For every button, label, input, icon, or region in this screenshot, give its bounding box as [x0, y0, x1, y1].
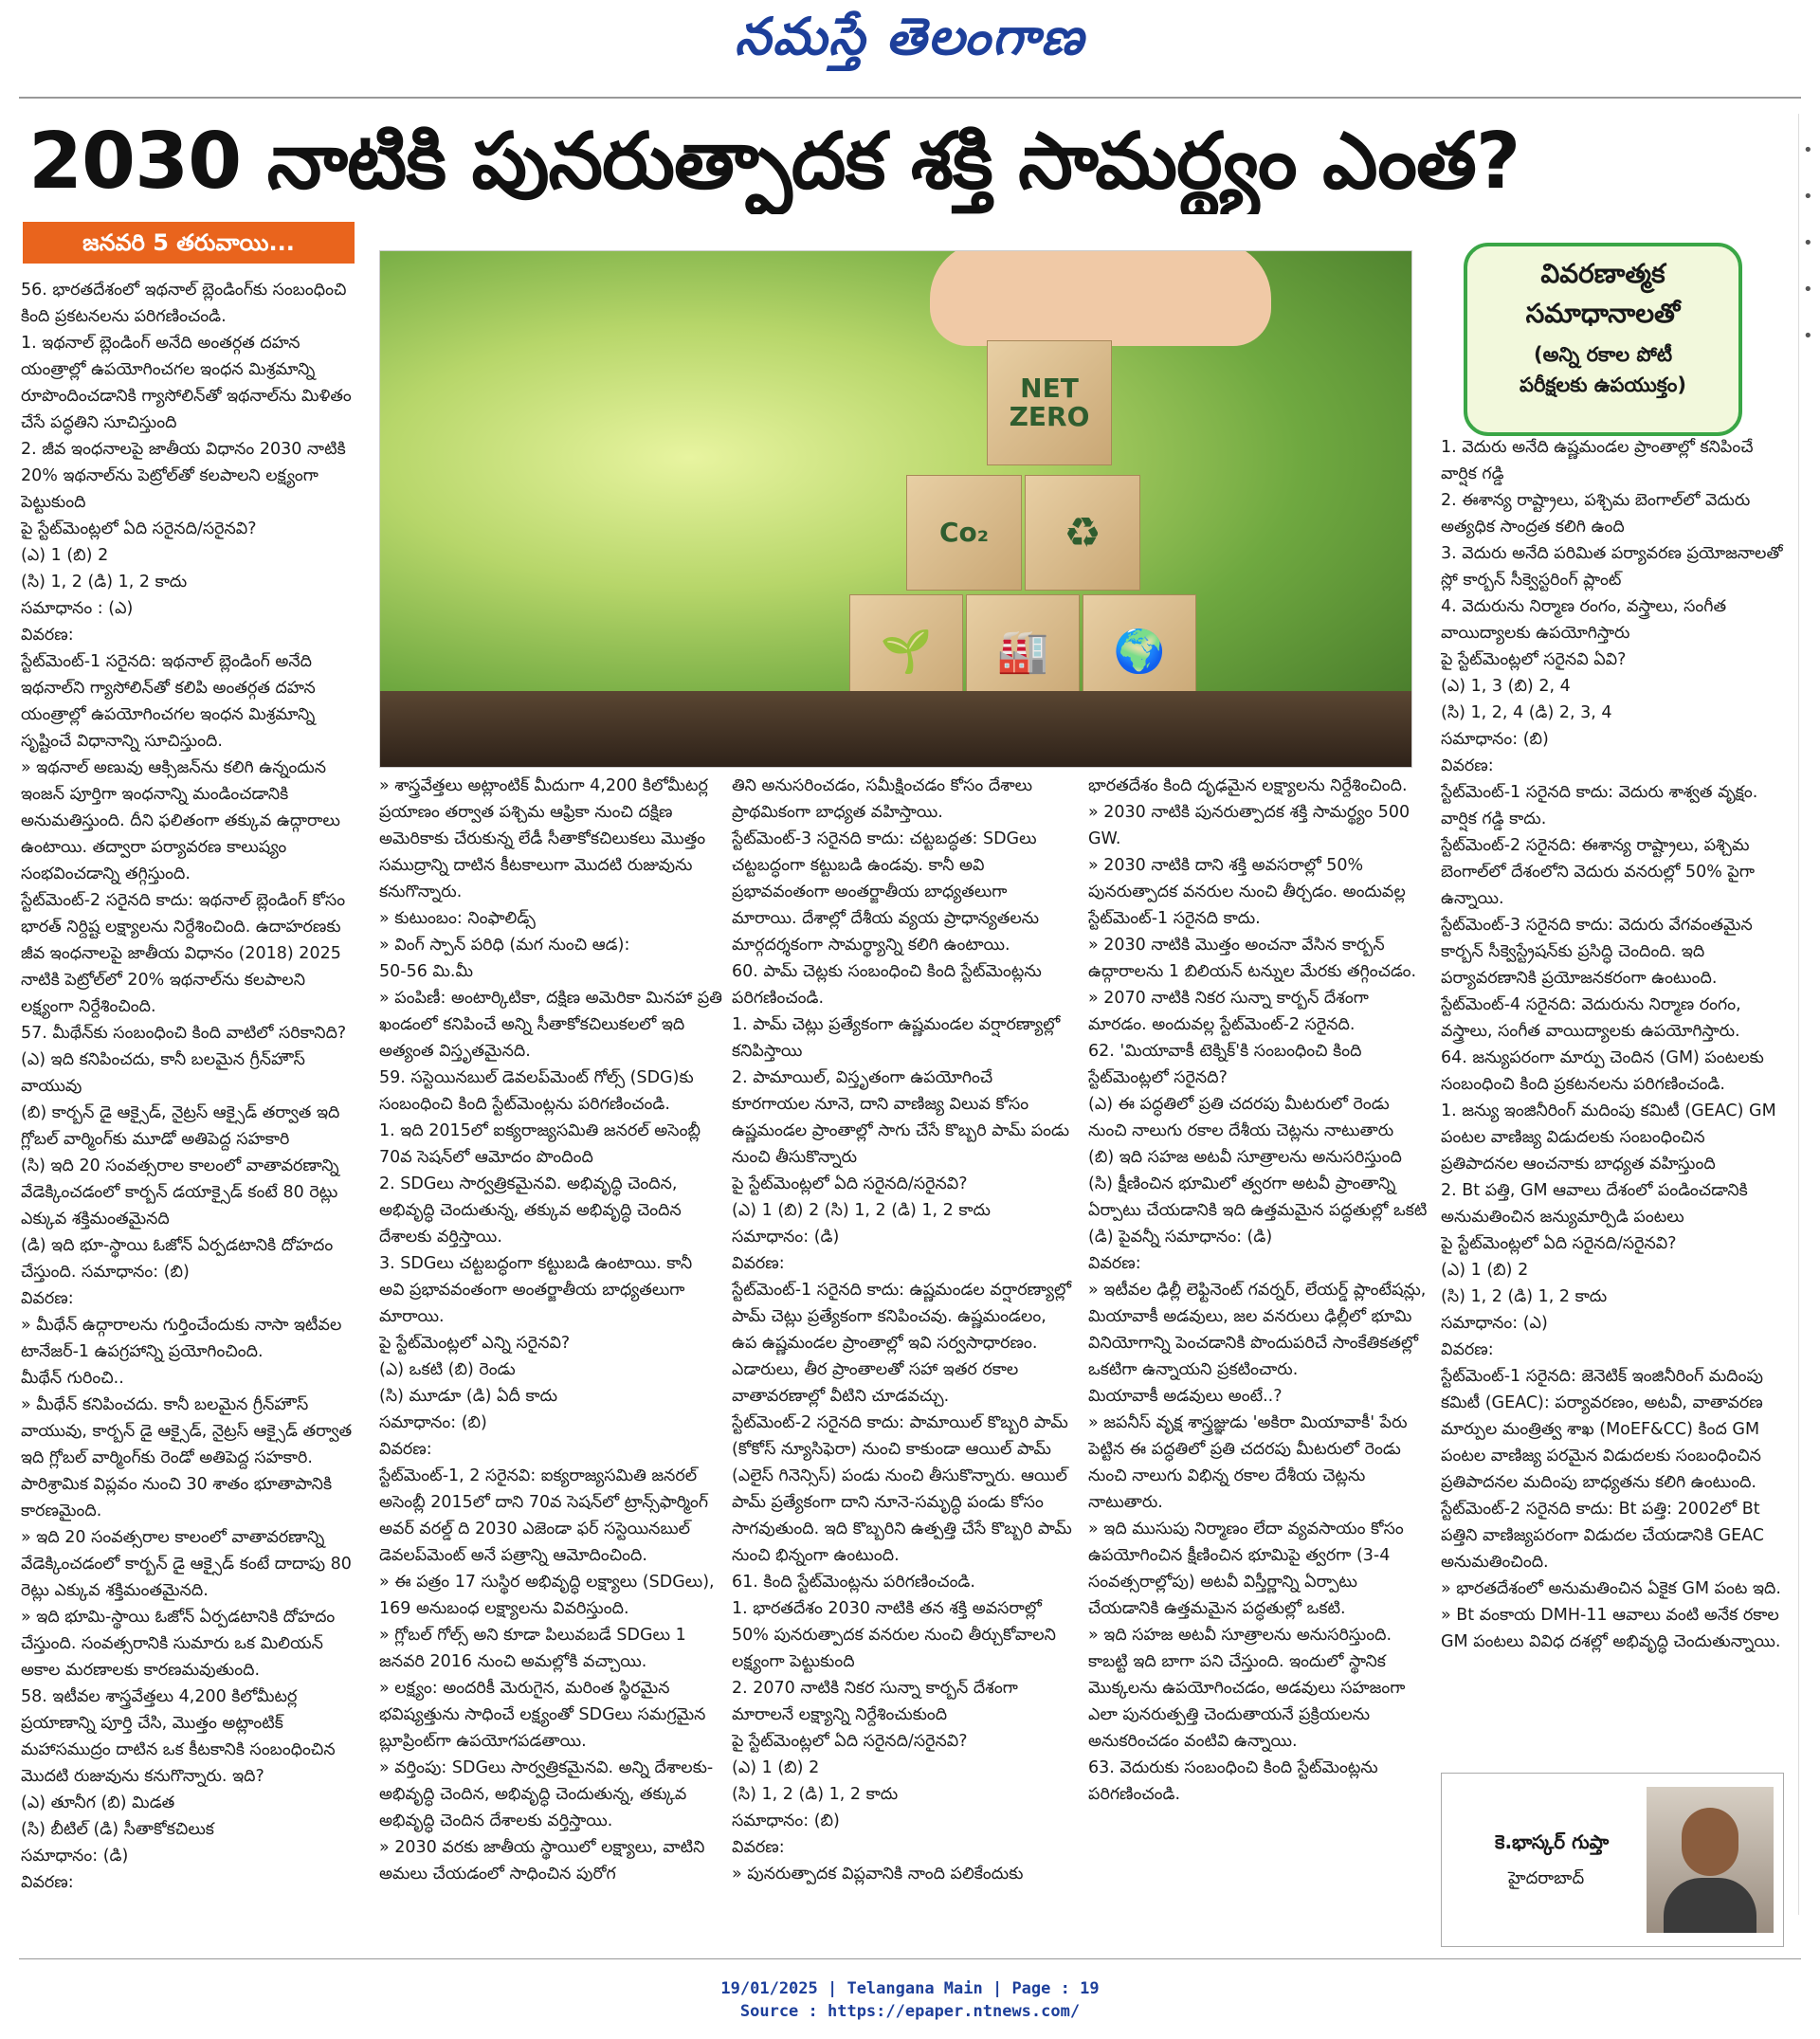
hand-shape [930, 250, 1271, 346]
margin-bullet-icon: • [1803, 140, 1813, 160]
article-column-2: » శాస్త్రవేత్తలు అట్లాంటిక్ మీదుగా 4,200 కిలోమీటర్ల ప్రయాణం తర్వాత పశ్చిమ ఆఫ్రికా నుంచి దక్షిణ అమెరికాకు చేరుకున్న లేడీ సీతాకోకచిలుకలు మొత్తం సముద్రాన్ని దాటిన కీటకాలుగా మొదటి రుజువును కనుగొన్నారు. » కుటుంబం: నింఫాలిడ్స్ » వింగ్ స్పాన్ పరిధి (మగ నుంచి ఆడ): 50-56 మి.మీ » పంపిణీ: అంటార్కిటికా, దక్షిణ అమెరికా మినహా ప్రతి ఖండంలో కనిపించే అన్ని సీతాకోకచిలుకలలో ఇది అత్యంత విస్తృతమైనది. 59. సస్టెయినబుల్ డెవలప్‌మెంట్ గోల్స్ (SDG)కు సంబంధించి కింది స్టేట్‌మెంట్లను పరిగణించండి. 1. ఇది 2015లో ఐక్యరాజ్యసమితి జనరల్ అసెంబ్లీ 70వ సెషన్‌లో ఆమోదం పొందింది 2. SDGలు సార్వత్రికమైనవి. అభివృద్ధి చెందిన, అభివృద్ధి చెందుతున్న, తక్కువ అభివృద్ధి చెందిన దేశాలకు వర్తిస్తాయి. 3. SDGలు చట్టబద్ధంగా కట్టుబడి ఉంటాయి. కానీ అవి ప్రభావవంతంగా అంతర్జాతీయ బాధ్యతలుగా మారాయి. పై స్టేట్‌మెంట్లలో ఎన్ని సరైనవి? (ఎ) ఒకటి (బి) రెండు (సి) మూడూ (డి) ఏదీ కాదు సమాధానం: (బి) వివరణ: స్టేట్‌మెంట్-1, 2 సరైనవి: ఐక్యరాజ్యసమితి జనరల్ అసెంబ్లీ 2015లో దాని 70వ సెషన్‌లో ట్రాన్స్‌ఫార్మింగ్ అవర్ వరల్డ్ ది 2030 ఎజెండా ఫర్ సస్టెయినబుల్ డెవలప్‌మెంట్ అనే పత్రాన్ని ఆమోదించింది. » ఈ పత్రం 17 సుస్థిర అభివృద్ధి లక్ష్యాలు (SDGలు), 169 అనుబంధ లక్ష్యాలను వివరిస్తుంది. » గ్లోబల్ గోల్స్ అని కూడా పిలువబడే SDGలు 1 జనవరి 2016 నుంచి అమల్లోకి వచ్చాయి. » లక్ష్యం: అందరికీ మెరుగైన, మరింత స్థిరమైన భవిష్యత్తును సాధించే లక్ష్యంతో SDGలు సమగ్రమైన బ్లూప్రింట్‌గా ఉపయోగపడతాయి. » వర్తింపు: SDGలు సార్వత్రికమైనవి. అన్ని దేశాలకు-అభివృద్ధి చెందిన, అభివృద్ధి చెందుతున్న, తక్కువ అభివృద్ధి చెందిన దేశాలకు వర్తిస్తాయి. » 2030 వరకు జాతీయ స్థాయిలో లక్ష్యాలు, వాటిని అమలు చేయడంలో సాధించిన పురోగ [379, 776, 722, 1884]
masthead [0, 6, 1820, 80]
footer-page-info: 19/01/2025 | Telangana Main | Page : 19 [720, 1979, 1100, 1998]
promo-box [1464, 243, 1742, 436]
article-column-5: 1. వెదురు అనేది ఉష్ణమండల ప్రాంతాల్లో కనిపించే వార్షిక గడ్డి 2. ఈశాన్య రాష్ట్రాలు, పశ్చిమ బెంగాల్‌లో వెదురు అత్యధిక సాంద్రత కలిగి ఉంది 3. వెదురు అనేది పరిమిత పర్యావరణ ప్రయోజనాలతో స్లో కార్బన్ సీక్వెస్టరింగ్ ప్లాంట్ 4. వెదురును నిర్మాణ రంగం, వస్త్రాలు, సంగీత వాయిద్యాలకు ఉపయోగిస్తారు పై స్టేట్‌మెంట్లలో సరైనవి ఏవి? (ఎ) 1, 3 (బి) 2, 4 (సి) 1, 2, 4 (డి) 2, 3, 4 సమాధానం: (బి) వివరణ: స్టేట్‌మెంట్-1 సరైనది కాదు: వెదురు శాశ్వత వృక్షం. వార్షిక గడ్డి కాదు. స్టేట్‌మెంట్-2 సరైనది: ఈశాన్య రాష్ట్రాలు, పశ్చిమ బెంగాల్‌లో దేశంలోని వెదురు వనరుల్లో 50% పైగా ఉన్నాయి. స్టేట్‌మెంట్-3 సరైనది కాదు: వెదురు వేగవంతమైన కార్బన్ సీక్వెస్ట్రేషన్‌కు ప్రసిద్ధి చెందింది. ఇది పర్యావరణానికి ప్రయోజనకరంగా ఉంటుంది. స్టేట్‌మెంట్-4 సరైనది: వెదురును నిర్మాణ రంగం, వస్త్రాలు, సంగీత వాయిద్యాలకు ఉపయోగిస్తారు. 64. జన్యుపరంగా మార్పు చెందిన (GM) పంటలకు సంబంధించి కింది ప్రకటనలను పరిగణించండి. 1. జన్యు ఇంజినీరింగ్ మదింపు కమిటీ (GEAC) GM పంటల వాణిజ్య విడుదలకు సంబంధించిన ప్రతిపాదనల ఆంచనాకు బాధ్యత వహిస్తుంది 2. Bt పత్తి, GM ఆవాలు దేశంలో పండించడానికి అనుమతించిన జన్యుమార్పిడి పంటలు పై స్టేట్‌మెంట్లలో ఏది సరైనది/సరైనవి? (ఎ) 1 (బి) 2 (సి) 1, 2 (డి) 1, 2 కాదు సమాధానం: (ఎ) వివరణ: స్టేట్‌మెంట్-1 సరైనది: జెనెటిక్ ఇంజినీరింగ్ మదింపు కమిటీ (GEAC): పర్యావరణం, అటవీ, వాతావరణ మార్పుల మంత్రిత్వ శాఖ (MoEF&CC) కింద GM పంటల వాణిజ్య పరమైన విడుదలకు సంబంధించిన ప్రతిపాదనల మదింపు బాధ్యతను కలిగి ఉంటుంది. స్టేట్‌మెంట్-2 సరైనది కాదు: Bt పత్తి: 2002లో Bt పత్తిని వాణిజ్యపరంగా విడుదల చేయడానికి GEAC అనుమతించింది. » భారతదేశంలో అనుమతించిన ఏకైక GM పంట ఇది. » Bt వంకాయ DMH-11 ఆవాలు వంటి అనేక రకాల GM పంటలు వివిధ దశల్లో అభివృద్ధి చెందుతున్నాయి. [1441, 438, 1783, 1651]
margin-bullet-icon: • [1803, 187, 1813, 207]
net-zero-photo [379, 250, 1412, 768]
net-zero-label: NET ZERO [1009, 373, 1090, 432]
margin-bullet-icon: • [1803, 280, 1813, 300]
footer [0, 1977, 1820, 2023]
article-column-1: 56. భారతదేశంలో ఇథనాల్ బ్లెండింగ్‌కు సంబంధించి కింది ప్రకటనలను పరిగణించండి. 1. ఇథనాల్ బ్లెండింగ్ అనేది అంతర్గత దహన యంత్రాల్లో ఉపయోగించగల ఇంధన మిశ్రమాన్ని రూపొందించడానికి గ్యాసోలిన్‌తో ఇథనాల్‌ను మిళితం చేసే పద్ధతిని సూచిస్తుంది 2. జీవ ఇంధనాలపై జాతీయ విధానం 2030 నాటికి 20% ఇథనాల్‌ను పెట్రోల్‌తో కలపాలని లక్ష్యంగా పెట్టుకుంది పై స్టేట్‌మెంట్లలో ఏది సరైనది/సరైనవి? (ఎ) 1 (బి) 2 (సి) 1, 2 (డి) 1, 2 కాదు సమాధానం : (ఎ) వివరణ: స్టేట్‌మెంట్-1 సరైనది: ఇథనాల్ బ్లెండింగ్ అనేది ఇథనాల్‌ని గ్యాసోలిన్‌తో కలిపి అంతర్గత దహన యంత్రాల్లో ఉపయోగించగల ఇంధన మిశ్రమాన్ని సృష్టించే విధానాన్ని సూచిస్తుంది. » ఇథనాల్ అణువు ఆక్సిజన్‌ను కలిగి ఉన్నందున ఇంజన్ పూర్తిగా ఇంధనాన్ని మండించడానికి అనుమతిస్తుంది. దీని ఫలితంగా తక్కువ ఉద్గారాలు ఉంటాయి. తద్వారా పర్యావరణ కాలుష్యం సంభవించడాన్ని తగ్గిస్తుంది. స్టేట్‌మెంట్-2 సరైనది కాదు: ఇథనాల్ బ్లెండింగ్ కోసం భారత్ నిర్దిష్ట లక్ష్యాలను నిర్దేశించింది. ఉదాహరణకు జీవ ఇంధనాలపై జాతీయ విధానం (2018) 2025 నాటికి పెట్రోల్‌లో 20% ఇథనాల్‌ను కలపాలని లక్ష్యంగా నిర్దేశించింది. 57. మీథేన్‌కు సంబంధించి కింది వాటిలో సరికానిది? (ఎ) ఇది కనిపించదు, కానీ బలమైన గ్రీన్‌హౌస్ వాయువు (బి) కార్బన్ డై ఆక్సైడ్, నైట్రస్ ఆక్సైడ్ తర్వాత ఇది గ్లోబల్ వార్మింగ్‌కు మూడో అతిపెద్ద సహకారి (సి) ఇది 20 సంవత్సరాల కాలంలో వాతావరణాన్ని వేడెక్కించడంలో కార్బన్ డయాక్సైడ్ కంటే 80 రెట్లు ఎక్కువ శక్తిమంతమైనది (డి) ఇది భూ-స్థాయి ఓజోన్ ఏర్పడటానికి దోహదం చేస్తుంది. సమాధానం: (బి) వివరణ: » మీథేన్ ఉద్గారాలను గుర్తించేందుకు నాసా ఇటీవల టానేజర్-1 ఉపగ్రహాన్ని ప్రయోగించింది. మీథేన్ గురించి.. » మీథేన్ కనిపించదు. కానీ బలమైన గ్రీన్‌హౌస్ వాయువు, కార్బన్ డై ఆక్సైడ్, నైట్రస్ ఆక్సైడ్ తర్వాత ఇది గ్లోబల్ వార్మింగ్‌కు రెండో అతిపెద్ద సహకారి. పారిశ్రామిక విప్లవం నుంచి 30 శాతం భూతాపానికి కారణమైంది. » ఇది 20 సంవత్సరాల కాలంలో వాతావరణాన్ని వేడెక్కించడంలో కార్బన్ డై ఆక్సైడ్ కంటే దాదాపు 80 రెట్లు ఎక్కువ శక్తిమంతమైనది. » ఇది భూమి-స్థాయి ఓజోన్ ఏర్పడటానికి దోహదం చేస్తుంది. సంవత్సరానికి సుమారు ఒక మిలియన్ అకాల మరణాలకు కారణమవుతుంది. 58. ఇటీవల శాస్త్రవేత్తలు 4,200 కిలోమీటర్ల ప్రయాణాన్ని పూర్తి చేసి, మొత్తం అట్లాంటిక్ మహాసముద్రం దాటిన ఒక కీటకానికి సంబంధించిన మొదటి రుజువును కనుగొన్నారు. ఇది? (ఎ) తూనీగ (బి) మిడత (సి) బీటిల్ (డి) సీతాకోకచిలుక సమాధానం: (డి) వివరణ: [21, 281, 353, 1892]
promo-title: వివరణాత్మక సమాధానాలతో [1525, 258, 1681, 329]
soil-ground [380, 691, 1411, 767]
article-column-3: తిని అనుసరించడం, సమీక్షించడం కోసం దేశాలు ప్రాథమికంగా బాధ్యత వహిస్తాయి. స్టేట్‌మెంట్-3 సరైనది కాదు: చట్టబద్ధత: SDGలు చట్టబద్ధంగా కట్టుబడి ఉండవు. కానీ అవి ప్రభావవంతంగా అంతర్జాతీయ బాధ్యతలుగా మారాయి. దేశాల్లో దేశీయ వ్యయ ప్రాధాన్యతలను మార్గదర్శకంగా సామర్థ్యాన్ని కలిగి ఉంటాయి. 60. పామ్ చెట్లకు సంబంధించి కింది స్టేట్‌మెంట్లను పరిగణించండి. 1. పామ్ చెట్లు ప్రత్యేకంగా ఉష్ణమండల వర్షారణ్యాల్లో కనిపిస్తాయి 2. పామాయిల్, విస్తృతంగా ఉపయోగించే కూరగాయల నూనె, దాని వాణిజ్య విలువ కోసం ఉష్ణమండల ప్రాంతాల్లో సాగు చేసే కొబ్బరి పామ్ పండు నుంచి తీసుకొన్నారు పై స్టేట్‌మెంట్లలో ఏది సరైనది/సరైనవి? (ఎ) 1 (బి) 2 (సి) 1, 2 (డి) 1, 2 కాదు సమాధానం: (డి) వివరణ: స్టేట్‌మెంట్-1 సరైనది కాదు: ఉష్ణమండల వర్షారణ్యాల్లో పామ్ చెట్లు ప్రత్యేకంగా కనిపించవు. ఉష్ణమండలం, ఉప ఉష్ణమండల ప్రాంతాల్లో ఇవి సర్వసాధారణం. ఎడారులు, తీర ప్రాంతాలతో సహా ఇతర రకాల వాతావరణాల్లో వీటిని చూడవచ్చు. స్టేట్‌మెంట్-2 సరైనది కాదు: పామాయిల్ కొబ్బరి పామ్ (కోకోస్ న్యూసిఫెరా) నుంచి కాకుండా ఆయిల్ పామ్ (ఎలైస్ గినెన్సిస్) పండు నుంచి తీసుకొన్నారు. ఆయిల్ పామ్ ప్రత్యేకంగా దాని నూనె-సమృద్ధి పండు కోసం సాగవుతుంది. ఇది కొబ్బరిని ఉత్పత్తి చేసే కొబ్బరి పామ్ నుంచి భిన్నంగా ఉంటుంది. 61. కింది స్టేట్‌మెంట్లను పరిగణించండి. 1. భారతదేశం 2030 నాటికి తన శక్తి అవసరాల్లో 50% పునరుత్పాదక వనరుల నుంచి తీర్చుకోవాలని లక్ష్యంగా పెట్టుకుంది 2. 2070 నాటికి నికర సున్నా కార్బన్ దేశంగా మారాలనే లక్ష్యాన్ని నిర్దేశించుకుంది పై స్టేట్‌మెంట్లలో ఏది సరైనది/సరైనవి? (ఎ) 1 (బి) 2 (సి) 1, 2 (డి) 1, 2 కాదు సమాధానం: (బి) వివరణ: » పునరుత్పాదక విప్లవానికి నాంది పలికేందుకు [732, 776, 1072, 1884]
author-box [1441, 1773, 1784, 1947]
author-city: హైదరాబాద్ [1508, 1868, 1585, 1888]
article-column-4: భారతదేశం కింది దృఢమైన లక్ష్యాలను నిర్దేశించింది. » 2030 నాటికి పునరుత్పాదక శక్తి సామర్థ్యం 500 GW. » 2030 నాటికి దాని శక్తి అవసరాల్లో 50% పునరుత్పాదక వనరుల నుంచి తీర్చడం. అందువల్ల స్టేట్‌మెంట్-1 సరైనది కాదు. » 2030 నాటికి మొత్తం అంచనా వేసిన కార్బన్ ఉద్గారాలను 1 బిలియన్ టన్నుల మేరకు తగ్గించడం. » 2070 నాటికి నికర సున్నా కార్బన్ దేశంగా మారడం. అందువల్ల స్టేట్‌మెంట్-2 సరైనది. 62. 'మియావాకీ టెక్నిక్'కి సంబంధించి కింది స్టేట్‌మెంట్లలో సరైనది? (ఎ) ఈ పద్ధతిలో ప్రతి చదరపు మీటరులో రెండు నుంచి నాలుగు రకాల దేశీయ చెట్లను నాటుతారు (బి) ఇది సహజ అటవీ సూత్రాలను అనుసరిస్తుంది (సి) క్షీణించిన భూమిలో త్వరగా అటవీ ప్రాంతాన్ని ఏర్పాటు చేయడానికి ఇది ఉత్తమమైన పద్ధతుల్లో ఒకటి (డి) పైవన్నీ సమాధానం: (డి) వివరణ: » ఇటీవల ఢిల్లీ లెఫ్టినెంట్ గవర్నర్, లేయర్డ్ ప్లాంటేషన్లు, మియావాకీ అడవులు, జల వనరులు ఢిల్లీలో భూమి వినియోగాన్ని పెంచడానికి పొందుపరిచే సాంకేతికతల్లో ఒకటిగా ఉన్నాయని ప్రకటించారు. మియావాకీ అడవులు అంటే..? » జపనీస్ వృక్ష శాస్త్రజ్ఞుడు 'అకిరా మియావాకీ' పేరు పెట్టిన ఈ పద్ధతిలో ప్రతి చదరపు మీటరులో రెండు నుంచి నాలుగు విభిన్న రకాల దేశీయ చెట్లను నాటుతారు. » ఇది ముసుపు నిర్మాణం లేదా వ్యవసాయం కోసం ఉపయోగించిన క్షీణించిన భూమిపై త్వరగా (3-4 సంవత్సరాల్లోపు) అటవీ విస్తీర్ణాన్ని ఏర్పాటు చేయడానికి ఉత్తమమైన పద్ధతుల్లో ఒకటి. » ఇది సహజ అటవీ సూత్రాలను అనుసరిస్తుంది. కాబట్టి ఇది బాగా పని చేస్తుంది. ఇందులో స్థానిక మొక్కలను ఉపయోగించడం, అడవులు సహజంగా ఎలా పునరుత్పత్తి చెందుతాయనే ప్రక్రియలను అనుకరించడం వంటివి ఉన్నాయి. 63. వెదురుకు సంబంధించి కింది స్టేట్‌మెంట్లను పరిగణించండి. [1088, 776, 1428, 1804]
plant-hand-icon: 🌱 [849, 594, 963, 708]
margin-bullet-icon: • [1803, 326, 1813, 346]
net-zero-cube [987, 340, 1112, 465]
author-photo [1647, 1787, 1774, 1933]
factory-icon: 🏭 [966, 594, 1080, 708]
promo-subtitle: (అన్ని రకాల పోటీ పరీక్షలకు ఉపయుక్తం) [1520, 343, 1686, 396]
co2-cube [906, 475, 1022, 591]
recycle-icon: ♻ [1025, 475, 1140, 591]
masthead-divider [19, 97, 1801, 99]
globe-icon: 🌍 [1083, 594, 1196, 708]
margin-bullet-icon: • [1803, 233, 1813, 253]
footer-source-link[interactable]: Source : https://epaper.ntnews.com/ [739, 2002, 1081, 2021]
headline: 2030 నాటికి పునరుత్పాదక శక్తి సామర్థ్యం ఎంత? [28, 117, 1520, 207]
right-margin-strip [1798, 114, 1820, 1915]
co2-label: Co₂ [938, 517, 990, 548]
section-tag: జనవరి 5 తరువాయి... [23, 222, 355, 264]
footer-divider [19, 1958, 1801, 1959]
masthead-logo: నమస్తే తెలంగాణ [735, 6, 1085, 66]
author-name: కె.భాస్కర్ గుప్తా [1495, 1830, 1610, 1853]
